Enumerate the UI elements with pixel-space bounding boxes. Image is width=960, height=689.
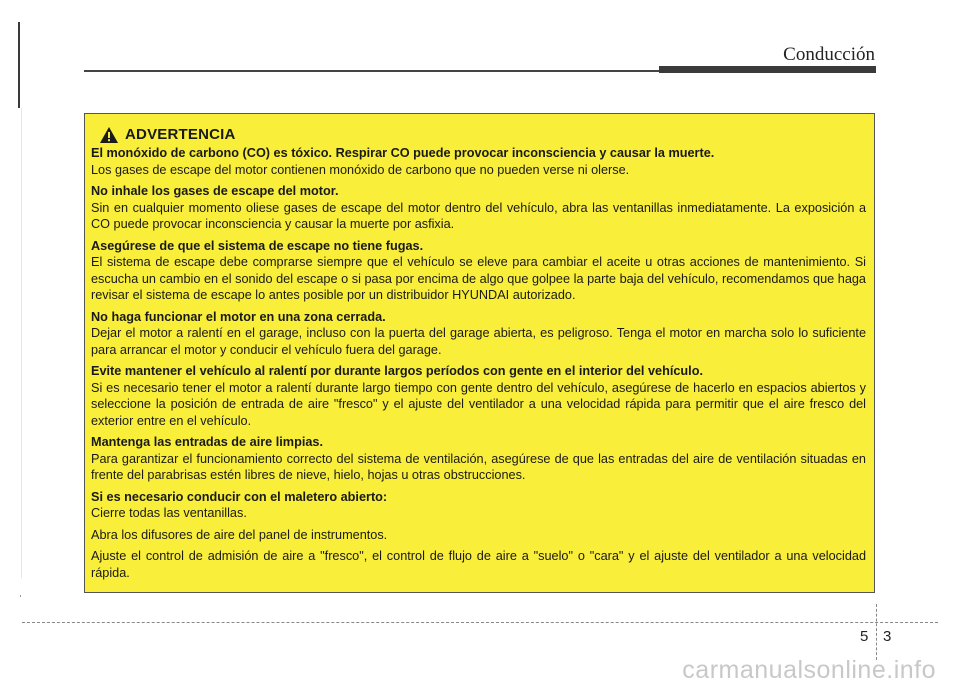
left-margin-bar (18, 22, 20, 108)
item-heading: Evite mantener el vehículo al ralentí por durante largos períodos con gente en el interior del vehículo. (91, 364, 703, 378)
trunk-line: Abra los difusores de aire del panel de instrumentos. (91, 527, 388, 542)
warning-triangle-icon (99, 126, 119, 144)
warning-header (99, 124, 866, 145)
margin-mark (20, 595, 21, 597)
item-heading: No haga funcionar el motor en una zona cerrada. (91, 309, 386, 324)
warning-title: ADVERTENCIA (125, 126, 236, 143)
item-text: Sin en cualquier momento oliese gases de escape del motor dentro del vehículo, abra las ventanillas inmediatamente. La exposición a CO puede provocar inconsciencia y causar la muerte por asfixia. (91, 200, 866, 231)
item-text: Para garantizar el funcionamiento correcto del sistema de ventilación, asegúrese de que las entradas del aire de ventilación situadas en frente del parabrisas estén libres de nieve, hielo, hojas u otras obstrucciones. (91, 451, 866, 482)
item-heading: No inhale los gases de escape del motor. (91, 184, 339, 198)
watermark: carmanualsonline.info (682, 656, 936, 684)
item-text: Dejar el motor a ralentí en el garage, incluso con la puerta del garage abierta, es peligroso. Tenga el motor en marcha solo lo suficiente para arrancar el motor y conducir el vehículo fuera del garage. (91, 326, 866, 357)
warning-intro-text: Los gases de escape del motor contienen monóxido de carbono que no pueden verse ni olerse. (91, 162, 630, 177)
warning-intro: El monóxido de carbono (CO) es tóxico. Respirar CO puede provocar inconsciencia y causar la muerte. (91, 146, 715, 160)
warning-box (84, 113, 875, 593)
footer-rule (22, 622, 938, 623)
item-text: El sistema de escape debe comprarse siempre que el vehículo se eleve para cambiar el aceite u otras acciones de mantenimiento. Si escucha un cambio en el sonido del escape o si pasa por encima de algo que golpee la parte baja del vehículo, recomendamos que haga revisar el sistema de escape lo antes posible por un distribuidor HYUNDAI autorizado. (91, 255, 866, 302)
header-rule (84, 70, 659, 72)
trunk-line: Cierre todas las ventanillas. (91, 506, 247, 520)
item-heading: Asegúrese de que el sistema de escape no tiene fugas. (91, 238, 424, 253)
trunk-heading: Si es necesario conducir con el maletero abierto: (91, 489, 388, 504)
trunk-line: Ajuste el control de admisión de aire a "fresco", el control de flujo de aire a "suelo" o "cara" y el ajuste del ventilador a una velocidad rápida. (91, 549, 866, 580)
page-number: 3 (883, 628, 892, 645)
item-text: Si es necesario tener el motor a ralentí durante largo tiempo con gente dentro del vehículo, asegúrese de hacerlo en espacios abiertos y seleccione la posición de entrada de aire "fresco" y el ajuste del ventilador a una velocidad rápida para permitir que el aire fresco del exterior entre en el vehículo. (91, 380, 866, 428)
left-margin-line (21, 108, 22, 578)
section-number: 5 (860, 628, 869, 645)
footer-divider (876, 604, 877, 660)
section-title: Conducción (783, 44, 875, 65)
header-rule-thick (659, 66, 876, 73)
item-heading: Mantenga las entradas de aire limpias. (91, 435, 323, 449)
